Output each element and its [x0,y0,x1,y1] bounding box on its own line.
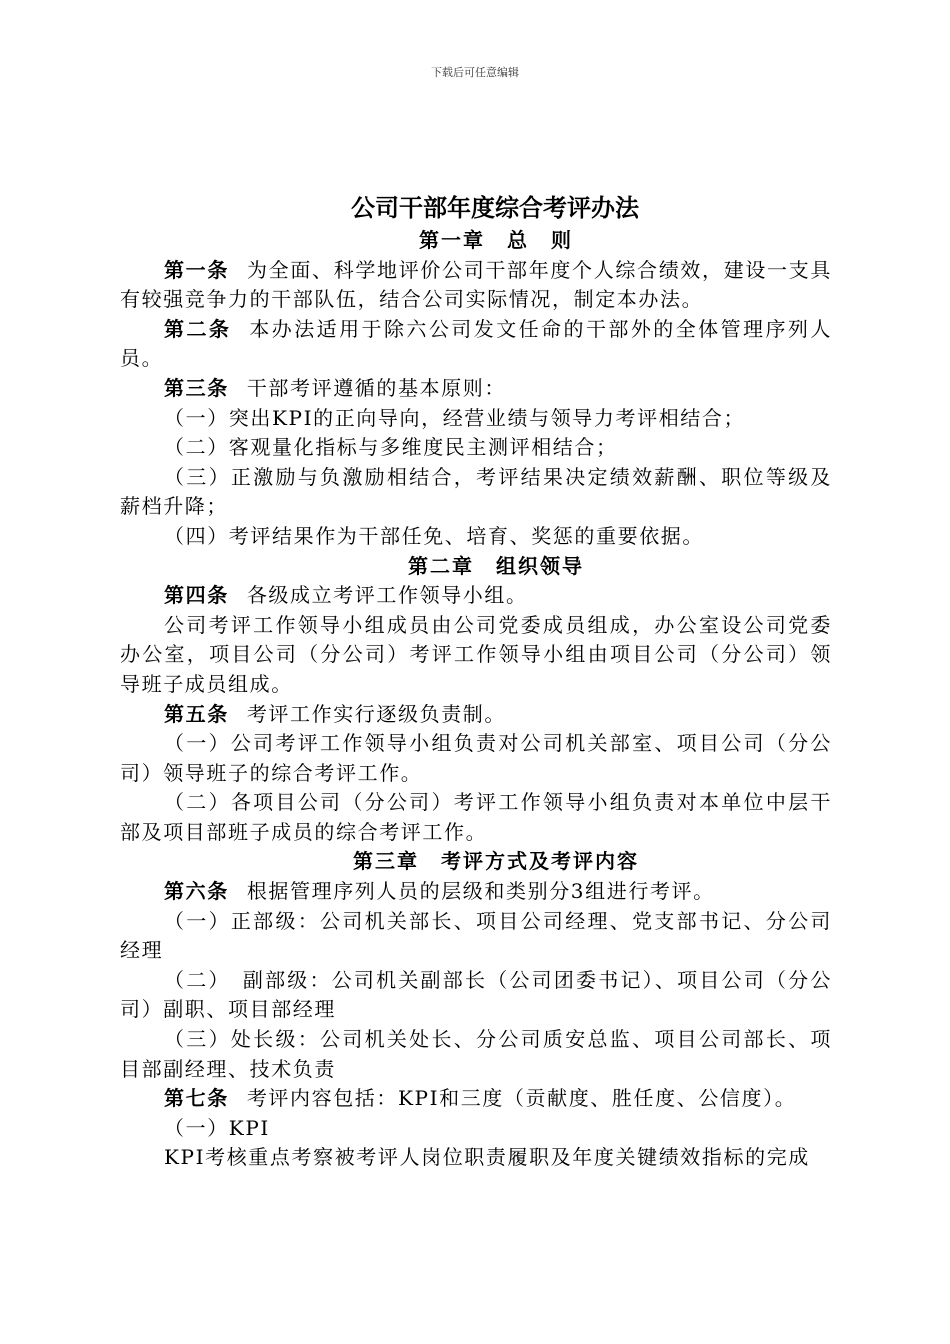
article-paragraph [120,700,832,730]
list-item: （四）考评结果作为干部任免、培育、奖惩的重要依据。 [164,523,704,548]
list-item: （三）正激励与负激励相结合，考评结果决定绩效薪酬、职位等级及薪档升降； [120,464,832,519]
article-text: 干部考评遵循的基本原则： [246,375,507,400]
list-item: （二） 副部级：公司机关副部长（公司团委书记）、项目公司（分公司）副职、项目部经理 [120,967,832,1022]
chapter-heading: 第三章 考评方式及考评内容 [353,849,639,874]
list-item: （一）正部级：公司机关部长、项目公司经理、党支部书记、分公司经理 [120,908,832,963]
article-label: 第四条 [164,583,229,608]
document-title: 公司干部年度综合考评办法 [351,194,639,222]
article-text: 考评工作实行逐级负责制。 [246,701,507,726]
chapter-heading: 第二章 组织领导 [408,553,584,578]
paragraph: KPI考核重点考察被考评人岗位职责履职及年度关键绩效指标的完成 [164,1145,810,1170]
document-body [120,226,832,1173]
list-item: （二）客观量化指标与多维度民主测评相结合； [164,435,618,460]
list-item: （一）公司考评工作领导小组负责对公司机关部室、项目公司（分公司）领导班子的综合考评工作。 [120,731,832,785]
article-label: 第一条 [164,257,230,282]
list-item: （一）突出KPI的正向导向，经营业绩与领导力考评相结合； [164,405,746,430]
paragraph: 公司考评工作领导小组成员由公司党委成员组成，办公室设公司党委办公室，项目公司（分公司）考评工作领导小组由项目公司（分公司）领导班子成员组成。 [120,612,832,696]
article-label: 第七条 [164,1086,229,1111]
article-paragraph [120,315,832,374]
article-text: 根据管理序列人员的层级和类别分3组进行考评。 [246,879,715,904]
article-paragraph [120,877,832,907]
article-label: 第六条 [164,879,229,904]
article-label: 第二条 [164,316,232,341]
header-note: 下载后可任意编辑 [431,66,519,79]
article-label: 第五条 [164,701,229,726]
article-text: 本办法适用于除六公司发文任命的干部外的全体管理序列人员。 [120,316,832,371]
article-text: 考评内容包括：KPI和三度（贡献度、胜任度、公信度）。 [246,1086,797,1111]
article-text: 为全面、科学地评价公司干部年度个人综合绩效，建设一支具有较强竞争力的干部队伍，结合公司实际情况，制定本办法。 [120,257,832,312]
chapter-heading: 第一章 总 则 [419,228,573,252]
list-item: （一）KPI [164,1115,270,1140]
list-item: （二）各项目公司（分公司）考评工作领导小组负责对本单位中层干部及项目部班子成员的综合考评工作。 [120,790,832,844]
article-paragraph [120,1084,832,1114]
article-text: 各级成立考评工作领导小组。 [246,583,528,608]
article-paragraph [120,256,832,315]
list-item: （三）处长级：公司机关处长、分公司质安总监、项目公司部长、项目部副经理、技术负责 [120,1027,832,1081]
article-paragraph [120,581,832,611]
article-paragraph [120,374,832,404]
article-label: 第三条 [164,375,229,400]
